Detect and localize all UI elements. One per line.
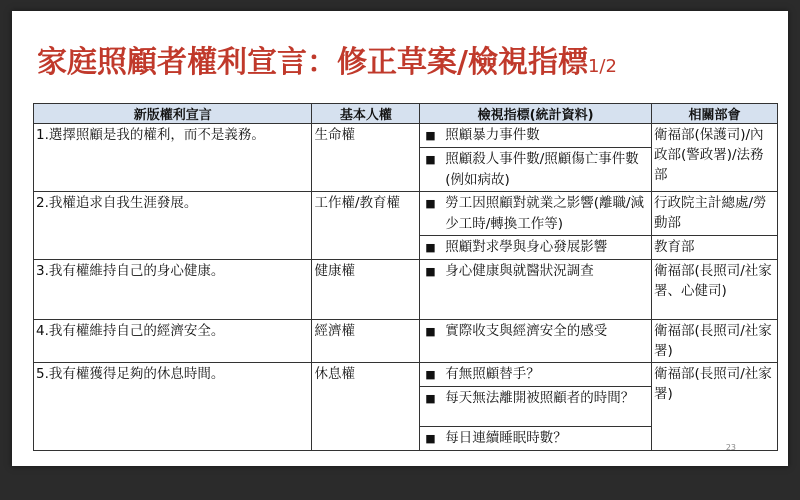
header-agency: 相關部會 bbox=[651, 104, 777, 124]
agency-cell: 衛福部(保護司)/內政部(警政署)/法務部 bbox=[651, 124, 777, 192]
indicator-cell bbox=[420, 192, 652, 236]
table-row bbox=[34, 320, 778, 363]
indicator-cell bbox=[420, 320, 652, 363]
table-row bbox=[34, 192, 778, 236]
page-number: 23 bbox=[725, 443, 736, 452]
slide-title-text: 家庭照顧者權利宣言：修正草案/檢視指標 bbox=[37, 45, 588, 80]
declaration-cell: 2.我權追求自我生涯發展。 bbox=[34, 192, 312, 260]
declaration-cell: 4.我有權維持自己的經濟安全。 bbox=[34, 320, 312, 363]
indicator-text: 勞工因照顧對就業之影響(離職/減少工時/轉換工作等) bbox=[445, 195, 645, 232]
basic-right-cell: 健康權 bbox=[312, 260, 420, 320]
table-row bbox=[34, 363, 778, 387]
header-basic-right: 基本人權 bbox=[312, 104, 420, 124]
bullet-icon: ■ bbox=[425, 197, 436, 210]
bullet-icon: ■ bbox=[425, 241, 436, 254]
indicator-cell bbox=[420, 363, 652, 387]
indicator-text: 實際收支與經濟安全的感受 bbox=[445, 323, 608, 339]
basic-right-cell: 生命權 bbox=[312, 124, 420, 192]
indicator-text: 每日連續睡眠時數？ bbox=[445, 430, 567, 446]
agency-cell: 行政院主計總處/勞動部 bbox=[651, 192, 777, 236]
indicator-text: 照顧暴力事件數 bbox=[445, 127, 540, 143]
agency-cell: 衛福部(長照司/社家署、心健司) bbox=[651, 260, 777, 320]
indicator-cell bbox=[420, 236, 652, 260]
indicator-text: 照顧殺人事件數/照顧傷亡事件數(例如病故) bbox=[445, 151, 639, 188]
basic-right-cell: 工作權/教育權 bbox=[312, 192, 420, 260]
table-row bbox=[34, 124, 778, 148]
bullet-icon: ■ bbox=[425, 325, 436, 338]
agency-cell: 衛福部(長照司/社家署) bbox=[651, 320, 777, 363]
indicator-cell bbox=[420, 387, 652, 427]
slide-title bbox=[37, 37, 617, 81]
indicator-text: 每天無法離開被照顧者的時間？ bbox=[445, 390, 635, 406]
declaration-cell: 1.選擇照顧是我的權利，而不是義務。 bbox=[34, 124, 312, 192]
indicator-cell bbox=[420, 148, 652, 192]
agency-cell: 衛福部(長照司/社家署) bbox=[651, 363, 777, 451]
agency-cell: 教育部 bbox=[651, 236, 777, 260]
bullet-icon: ■ bbox=[425, 392, 436, 405]
header-declaration: 新版權利宣言 bbox=[34, 104, 312, 124]
basic-right-cell: 經濟權 bbox=[312, 320, 420, 363]
bullet-icon: ■ bbox=[425, 129, 436, 142]
indicator-cell bbox=[420, 427, 652, 451]
indicator-text: 有無照顧替手？ bbox=[445, 366, 540, 382]
slide bbox=[12, 11, 788, 466]
declaration-cell: 5.我有權獲得足夠的休息時間。 bbox=[34, 363, 312, 451]
table-row bbox=[34, 260, 778, 320]
indicator-text: 照顧對求學與身心發展影響 bbox=[445, 239, 608, 255]
indicator-text: 身心健康與就醫狀況調查 bbox=[445, 263, 594, 279]
table-header-row bbox=[34, 104, 778, 124]
bullet-icon: ■ bbox=[425, 153, 436, 166]
header-indicators: 檢視指標(統計資料) bbox=[420, 104, 652, 124]
bullet-icon: ■ bbox=[425, 432, 436, 445]
indicator-cell bbox=[420, 124, 652, 148]
slide-title-suffix: 1/2 bbox=[587, 56, 617, 77]
indicator-table bbox=[33, 103, 778, 451]
declaration-cell: 3.我有權維持自己的身心健康。 bbox=[34, 260, 312, 320]
basic-right-cell: 休息權 bbox=[312, 363, 420, 451]
bullet-icon: ■ bbox=[425, 265, 436, 278]
indicator-cell bbox=[420, 260, 652, 320]
bullet-icon: ■ bbox=[425, 368, 436, 381]
